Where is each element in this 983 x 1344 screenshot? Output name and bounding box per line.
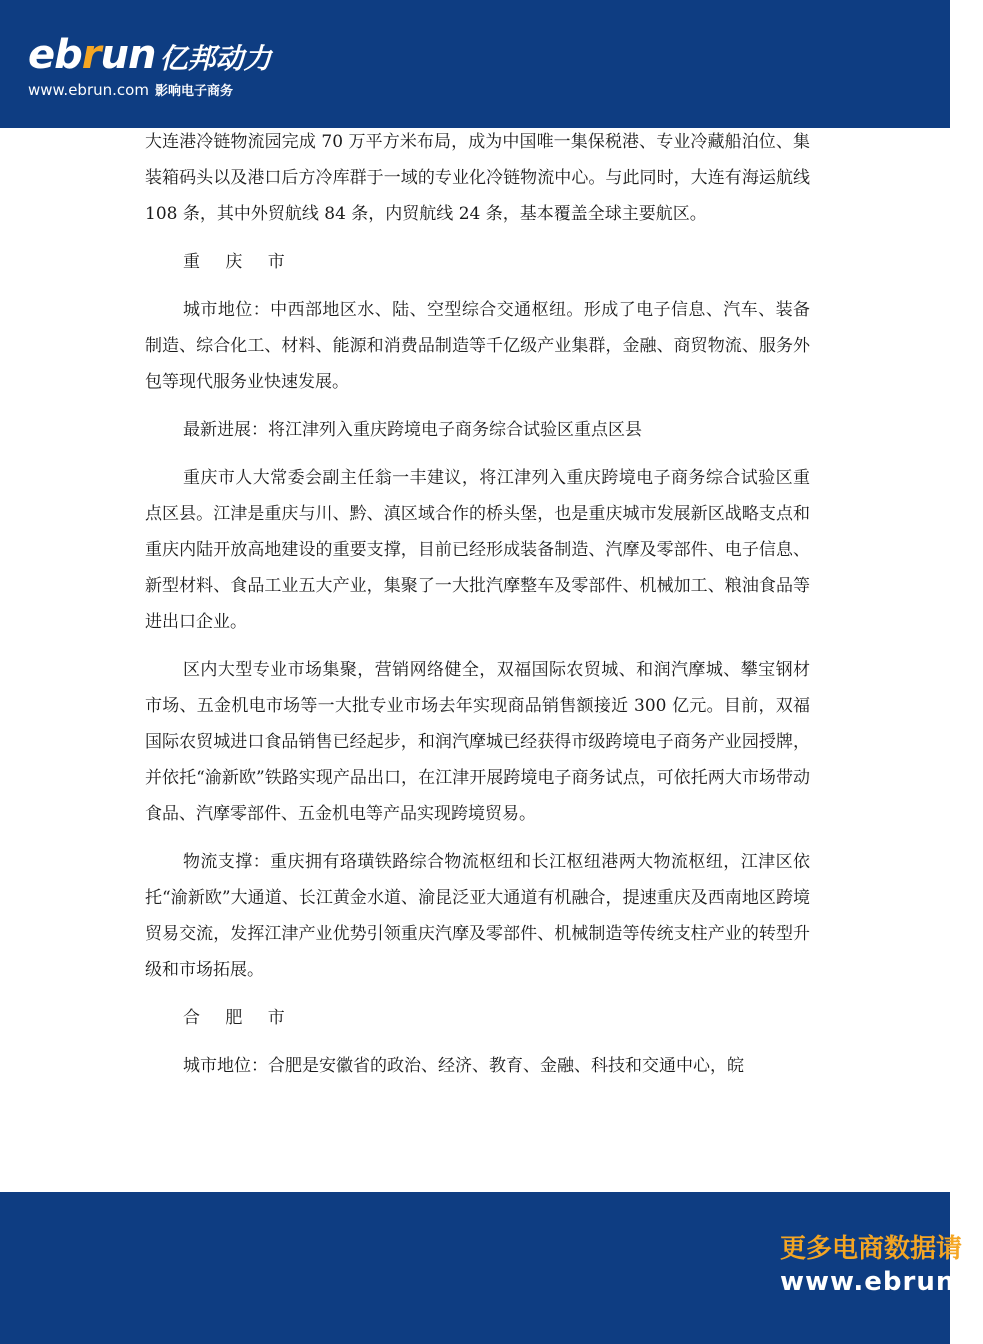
footer-url: www.ebrun.c xyxy=(780,1267,983,1297)
body-paragraph: 城市地位：中西部地区水、陆、空型综合交通枢纽。形成了电子信息、汽车、装备制造、综合化工、材料、能源和消费品制造等千亿级产业集群，金融、商贸物流、服务外包等现代服务业快速发展。 xyxy=(145,300,810,392)
body-paragraph: 区内大型专业市场集聚，营销网络健全，双福国际农贸城、和润汽摩城、攀宝钢材市场、五金机电市场等一大批专业市场去年实现商品销售额接近 300 亿元。目前，双福国际农贸城进口食品销售已经起步，和润汽摩城已经获得市级跨境电子商务产业园授牌，并依托“渝新欧”铁路实现产品出口，在江津开展跨境电子商务试点，可依托两大市场带动食品、汽摩零部件、五金机电等产品实现跨境贸易。 xyxy=(145,660,810,824)
page-footer-banner xyxy=(0,1192,983,1344)
body-paragraph: 物流支撑：重庆拥有珞璜铁路综合物流枢纽和长江枢纽港两大物流枢纽，江津区依托“渝新欧”大通道、长江黄金水道、渝昆泛亚大通道有机融合，提速重庆及西南地区跨境贸易交流，发挥江津产业优势引领重庆汽摩及零部件、机械制造等传统支柱产业的转型升级和市场拓展。 xyxy=(145,852,810,980)
logo-en-text: ebrun xyxy=(28,32,156,78)
section-heading-hefei: 合 肥 市 xyxy=(183,1008,295,1028)
ebrun-logo xyxy=(28,32,271,99)
footer-promo-text: 更多电商数据请 xyxy=(780,1234,963,1264)
section-heading-chongqing: 重 庆 市 xyxy=(183,252,295,272)
body-paragraph: 重庆市人大常委会副主任翁一丰建议，将江津列入重庆跨境电子商务综合试验区重点区县。江津是重庆与川、黔、滇区域合作的桥头堡，也是重庆城市发展新区战略支点和重庆内陆开放高地建设的重要支撑，目前已经形成装备制造、汽摩及零部件、电子信息、新型材料、食品工业五大产业，集聚了一大批汽摩整车及零部件、机械加工、粮油食品等进出口企业。 xyxy=(145,468,810,632)
logo-wordmark xyxy=(28,32,271,78)
body-paragraph: 大连港冷链物流园完成 70 万平方米布局，成为中国唯一集保税港、专业冷藏船泊位、集装箱码头以及港口后方冷库群于一域的专业化冷链物流中心。与此同时，大连有海运航线 108 条，其中外贸航线 84 条，内贸航线 24 条，基本覆盖全球主要航区。 xyxy=(145,132,810,224)
page-header-banner xyxy=(0,0,950,128)
body-paragraph: 最新进展：将江津列入重庆跨境电子商务综合试验区重点区县 xyxy=(183,420,642,440)
logo-tagline xyxy=(28,80,271,99)
footer-promo xyxy=(780,1228,983,1297)
logo-url: www.ebrun.com xyxy=(28,81,149,99)
document-body xyxy=(145,124,810,1096)
body-paragraph: 城市地位：合肥是安徽省的政治、经济、教育、金融、科技和交通中心，皖 xyxy=(183,1056,744,1076)
logo-slogan: 影响电子商务 xyxy=(154,84,233,99)
logo-cn-text: 亿邦动力 xyxy=(159,42,272,75)
